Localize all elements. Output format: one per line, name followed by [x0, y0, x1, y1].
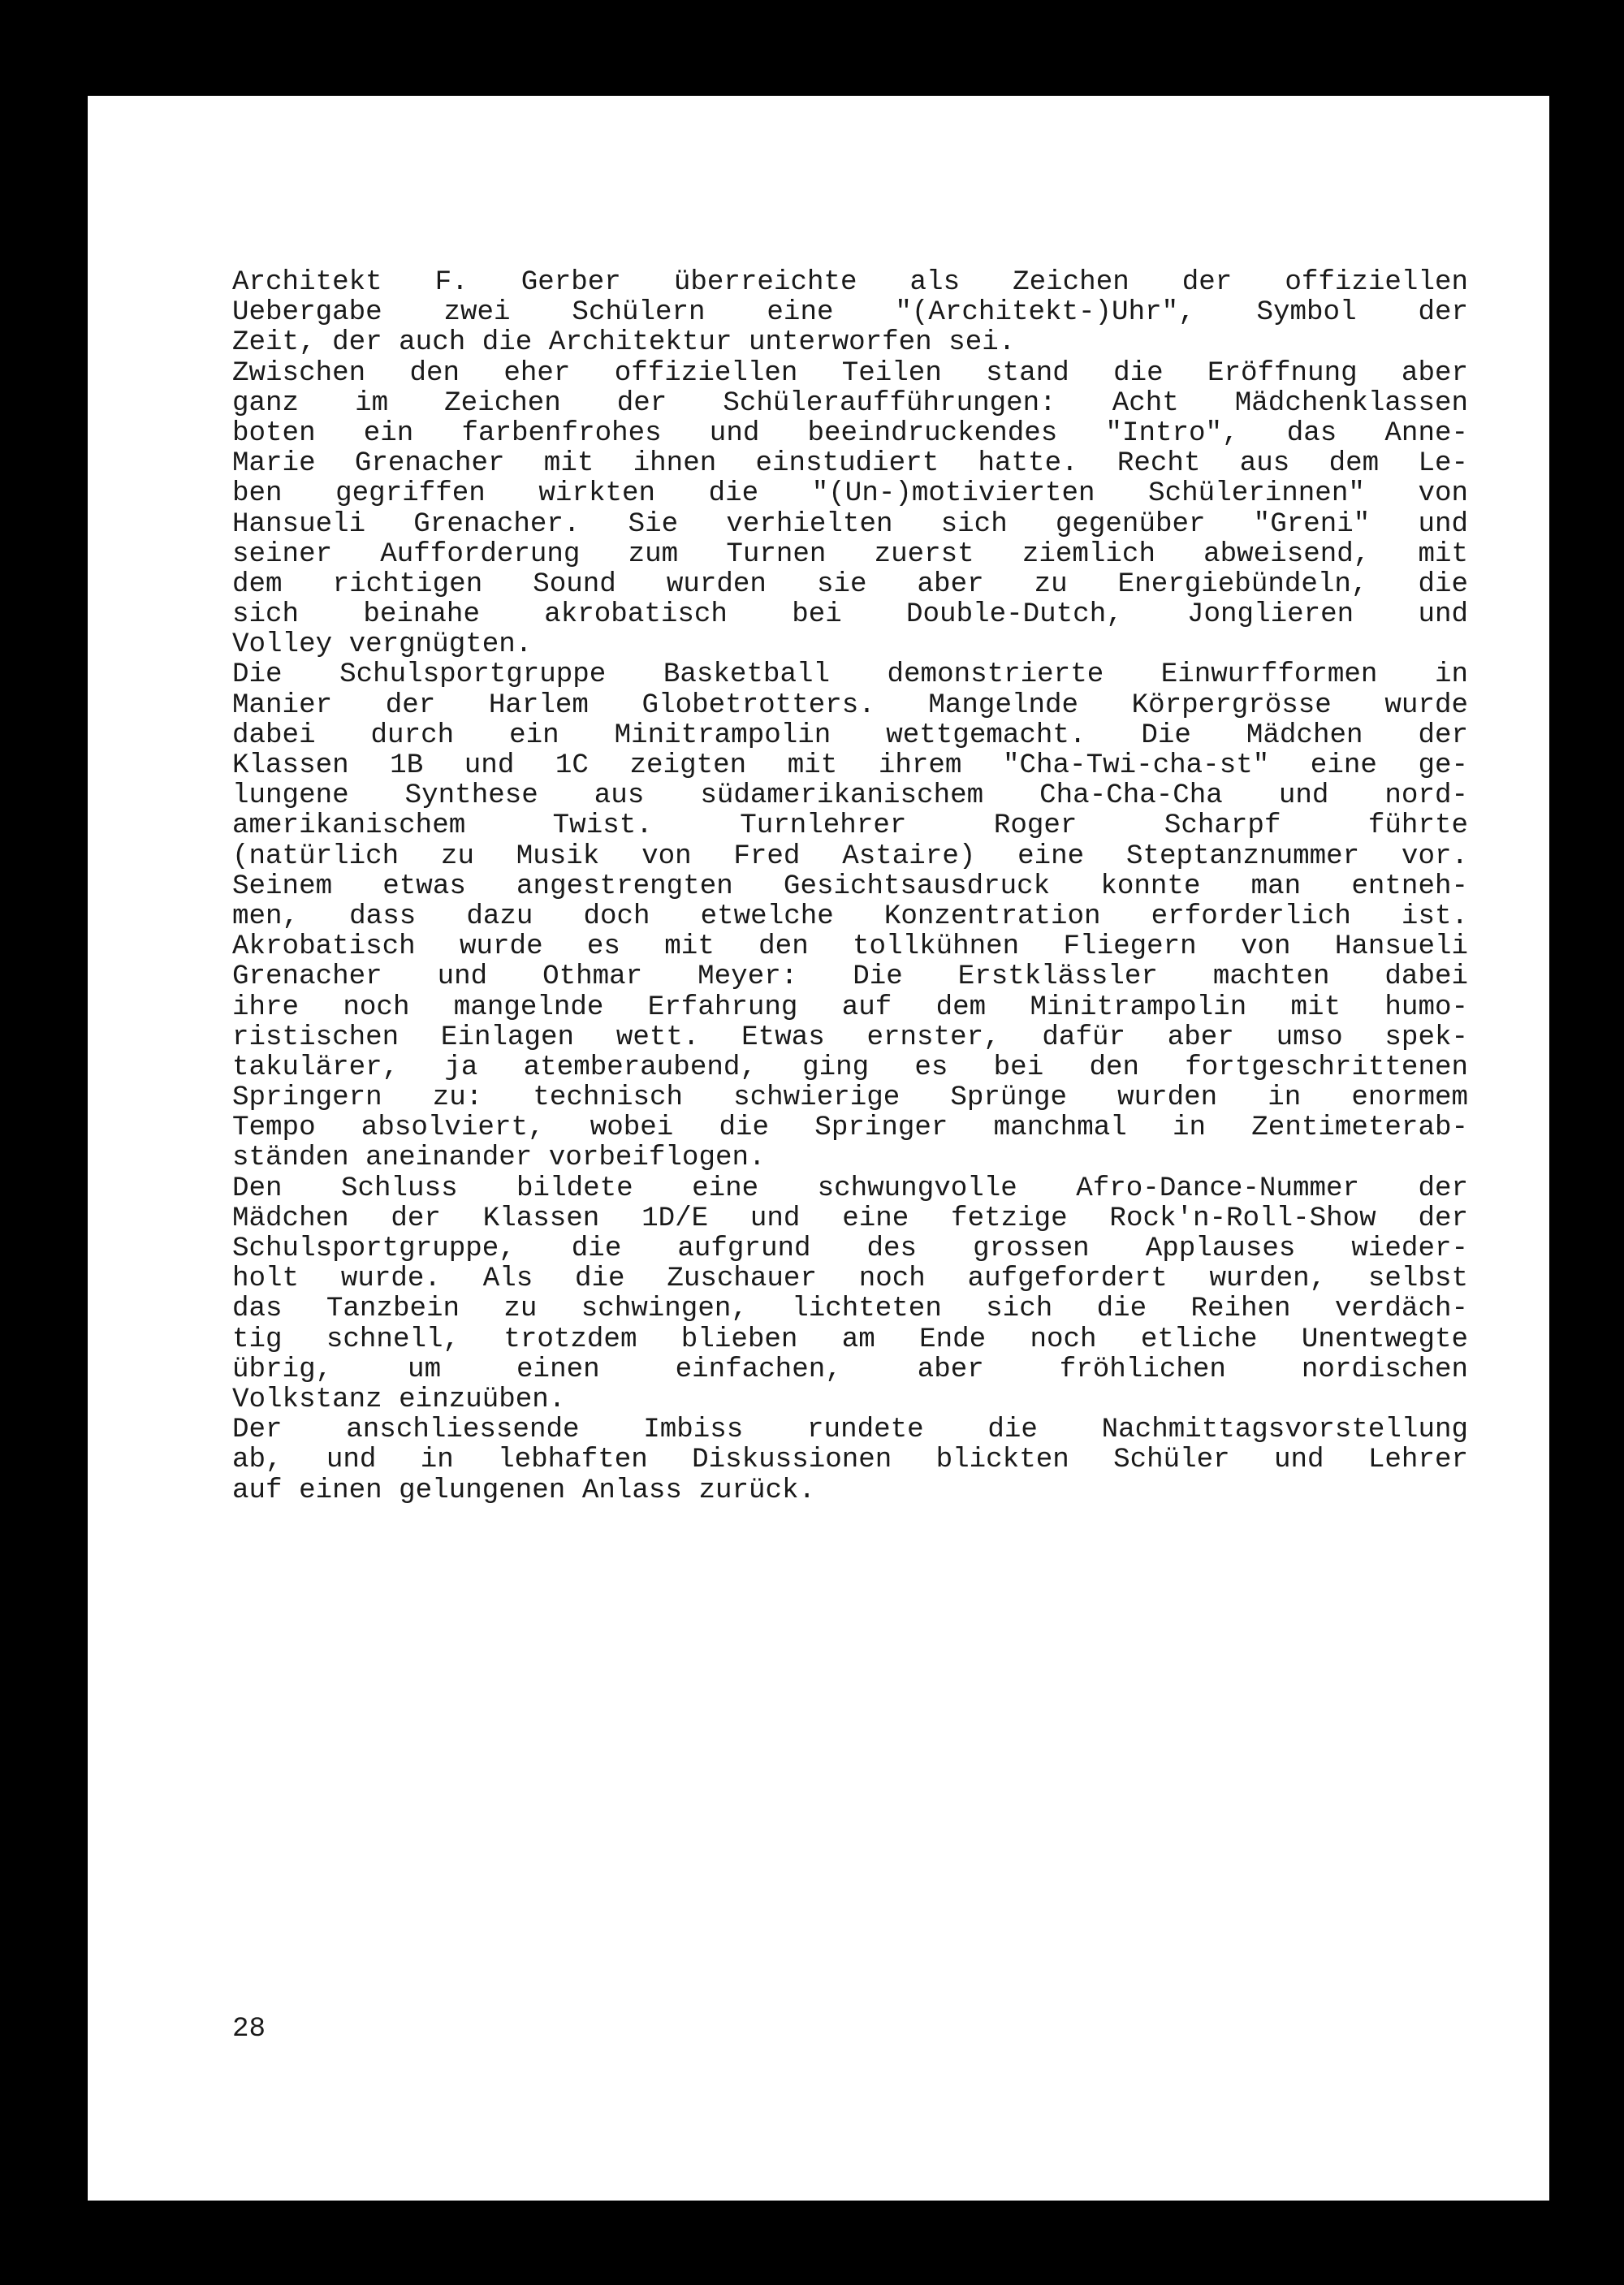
- text-line: auf einen gelungenen Anlass zurück.: [232, 1475, 816, 1506]
- text-line: Springern zu: technisch schwierige Sprünge wurden in enormem: [232, 1082, 1468, 1114]
- text-line: Mädchen der Klassen 1D/E und eine fetzige Rock'n-Roll-Show der: [232, 1203, 1468, 1234]
- text-line: Tempo absolviert, wobei die Springer manchmal in Zentimeterab-: [232, 1112, 1468, 1144]
- text-line: Uebergabe zwei Schülern eine "(Architekt-)Uhr", Symbol der: [232, 297, 1468, 329]
- body-text: [232, 268, 1468, 1506]
- text-line: Zwischen den eher offiziellen Teilen stand die Eröffnung aber: [232, 357, 1468, 389]
- text-line: (natürlich zu Musik von Fred Astaire) eine Steptanznummer vor.: [232, 840, 1468, 872]
- text-line: ristischen Einlagen wett. Etwas ernster, dafür aber umso spek-: [232, 1022, 1468, 1053]
- text-line: lungene Synthese aus südamerikanischem Cha-Cha-Cha und nord-: [232, 780, 1468, 812]
- text-line: ständen aneinander vorbeiflogen.: [232, 1142, 766, 1174]
- text-line: ganz im Zeichen der Schüleraufführungen: Acht Mädchenklassen: [232, 387, 1468, 419]
- text-line: Volkstanz einzuüben.: [232, 1384, 566, 1415]
- text-line: sich beinahe akrobatisch bei Double-Dutch, Jonglieren und: [232, 599, 1468, 631]
- text-line: Marie Grenacher mit ihnen einstudiert hatte. Recht aus dem Le-: [232, 448, 1468, 480]
- text-line: dem richtigen Sound wurden sie aber zu Energiebündeln, die: [232, 568, 1468, 600]
- text-line: men, dass dazu doch etwelche Konzentration erforderlich ist.: [232, 901, 1468, 932]
- text-line: Seinem etwas angestrengten Gesichtsausdruck konnte man entneh-: [232, 870, 1468, 902]
- text-line: Schulsportgruppe, die aufgrund des grossen Applauses wieder-: [232, 1233, 1468, 1264]
- text-line: boten ein farbenfrohes und beeindruckendes "Intro", das Anne-: [232, 417, 1468, 449]
- text-line: amerikanischem Twist. Turnlehrer Roger Scharpf führte: [232, 810, 1468, 842]
- text-line: Klassen 1B und 1C zeigten mit ihrem "Cha-Twi-cha-st" eine ge-: [232, 750, 1468, 781]
- text-line: Zeit, der auch die Architektur unterworfen sei.: [232, 327, 1016, 359]
- text-line: Die Schulsportgruppe Basketball demonstrierte Einwurfformen in: [232, 659, 1468, 691]
- text-line: ab, und in lebhaften Diskussionen blickten Schüler und Lehrer: [232, 1445, 1468, 1476]
- text-line: Grenacher und Othmar Meyer: Die Erstklässler machten dabei: [232, 961, 1468, 993]
- text-line: dabei durch ein Minitrampolin wettgemacht. Die Mädchen der: [232, 719, 1468, 751]
- text-line: Hansueli Grenacher. Sie verhielten sich gegenüber "Greni" und: [232, 508, 1468, 540]
- text-line: Der anschliessende Imbiss rundete die Nachmittagsvorstellung: [232, 1415, 1468, 1446]
- page-number: 28: [232, 2014, 266, 2045]
- text-line: seiner Aufforderung zum Turnen zuerst ziemlich abweisend, mit: [232, 538, 1468, 570]
- text-line: das Tanzbein zu schwingen, lichteten sich die Reihen verdäch-: [232, 1294, 1468, 1325]
- text-line: ben gegriffen wirkten die "(Un-)motivierten Schülerinnen" von: [232, 478, 1468, 510]
- text-line: Akrobatisch wurde es mit den tollkühnen Fliegern von Hansueli: [232, 931, 1468, 963]
- text-line: holt wurde. Als die Zuschauer noch aufgefordert wurden, selbst: [232, 1263, 1468, 1295]
- text-line: Architekt F. Gerber überreichte als Zeichen der offiziellen: [232, 267, 1468, 298]
- text-line: ihre noch mangelnde Erfahrung auf dem Minitrampolin mit humo-: [232, 991, 1468, 1023]
- text-line: Manier der Harlem Globetrotters. Mangelnde Körpergrösse wurde: [232, 689, 1468, 721]
- text-line: takulärer, ja atemberaubend, ging es bei den fortgeschrittenen: [232, 1052, 1468, 1083]
- document-page: [88, 96, 1549, 2201]
- text-line: übrig, um einen einfachen, aber fröhlichen nordischen: [232, 1354, 1468, 1385]
- text-line: Den Schluss bildete eine schwungvolle Afro-Dance-Nummer der: [232, 1173, 1468, 1204]
- text-line: Volley vergnügten.: [232, 629, 533, 661]
- text-line: tig schnell, trotzdem blieben am Ende noch etliche Unentwegte: [232, 1324, 1468, 1355]
